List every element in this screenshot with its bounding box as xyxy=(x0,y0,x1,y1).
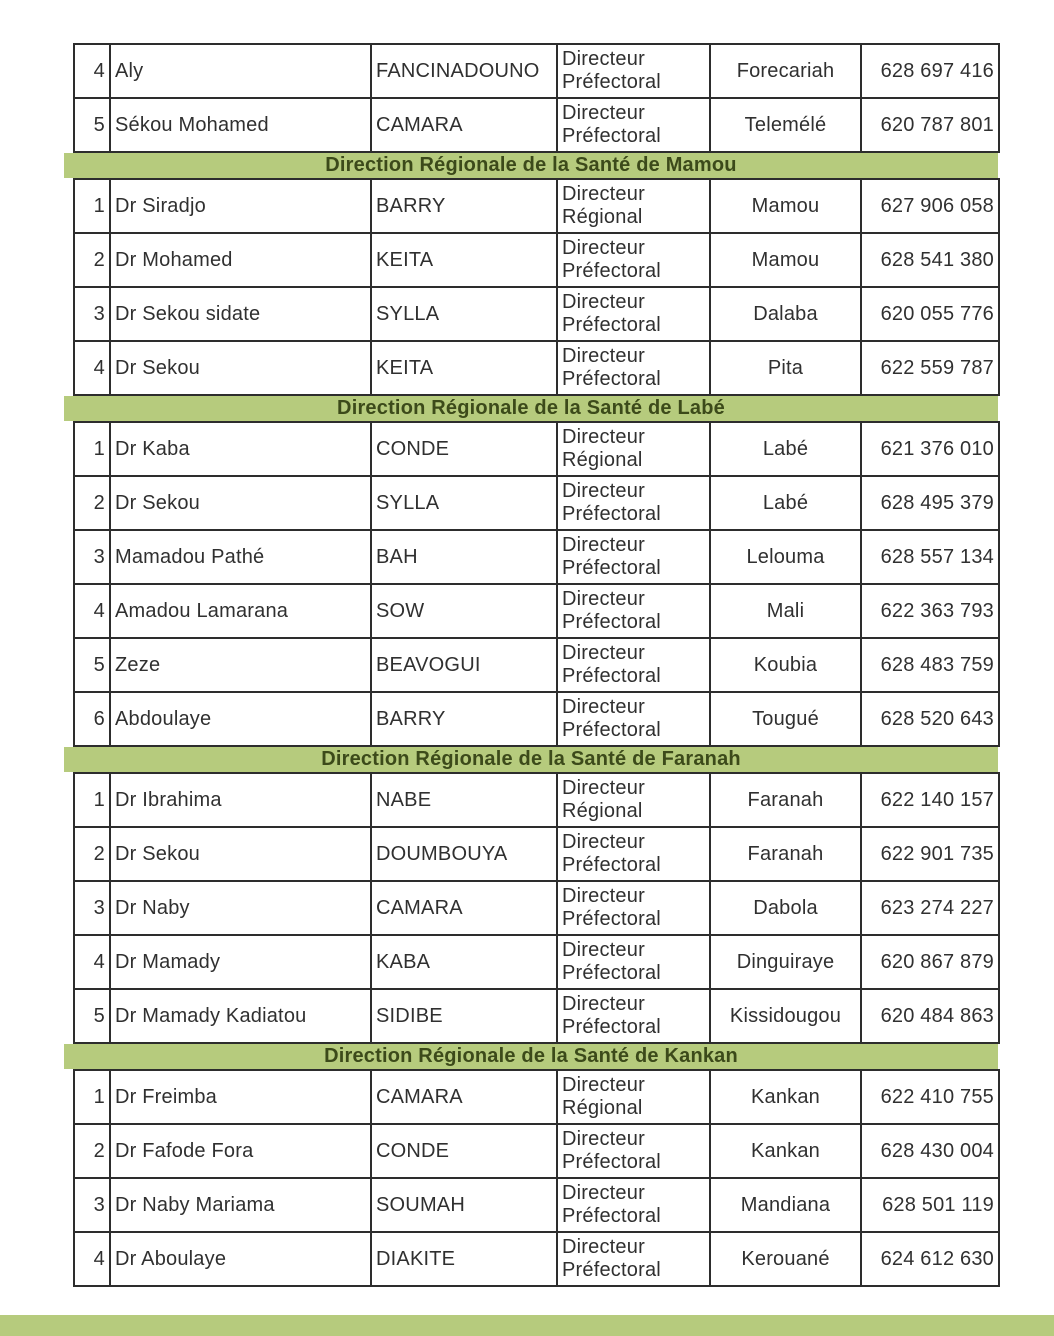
row-number-cell: 5 xyxy=(74,989,110,1043)
first-name-cell: Dr Kaba xyxy=(110,422,371,476)
section-header-bar xyxy=(64,153,998,178)
first-name-cell: Dr Siradjo xyxy=(110,179,371,233)
role-cell: Directeur Régional xyxy=(557,179,710,233)
table-row xyxy=(74,773,999,827)
table-row xyxy=(74,584,999,638)
row-number-cell: 1 xyxy=(74,773,110,827)
last-name-cell: SOW xyxy=(371,584,557,638)
location-cell: Labé xyxy=(710,476,861,530)
phone-cell: 622 901 735 xyxy=(861,827,999,881)
last-name-cell: KABA xyxy=(371,935,557,989)
section-title: Direction Régionale de la Santé de Kankan xyxy=(324,1045,738,1067)
first-name-cell: Dr Aboulaye xyxy=(110,1232,371,1286)
last-name-cell: KEITA xyxy=(371,341,557,395)
location-cell: Kankan xyxy=(710,1124,861,1178)
location-cell: Labé xyxy=(710,422,861,476)
first-name-cell: Dr Naby Mariama xyxy=(110,1178,371,1232)
last-name-cell: CONDE xyxy=(371,422,557,476)
table-row xyxy=(74,422,999,476)
first-name-cell: Dr Sekou sidate xyxy=(110,287,371,341)
table-area xyxy=(64,43,998,1287)
role-cell: Directeur Préfectoral xyxy=(557,989,710,1043)
role-cell: Directeur Préfectoral xyxy=(557,1178,710,1232)
location-cell: Koubia xyxy=(710,638,861,692)
directory-table-segment xyxy=(73,772,1000,1044)
first-name-cell: Dr Fafode Fora xyxy=(110,1124,371,1178)
table-row xyxy=(74,44,999,98)
location-cell: Telemélé xyxy=(710,98,861,152)
table-row xyxy=(74,1124,999,1178)
section-header-bar xyxy=(64,747,998,772)
role-cell: Directeur Régional xyxy=(557,773,710,827)
last-name-cell: BARRY xyxy=(371,692,557,746)
first-name-cell: Aly xyxy=(110,44,371,98)
last-name-cell: NABE xyxy=(371,773,557,827)
role-cell: Directeur Préfectoral xyxy=(557,476,710,530)
role-cell: Directeur Préfectoral xyxy=(557,935,710,989)
row-number-cell: 2 xyxy=(74,827,110,881)
phone-cell: 627 906 058 xyxy=(861,179,999,233)
first-name-cell: Dr Sekou xyxy=(110,341,371,395)
first-name-cell: Sékou Mohamed xyxy=(110,98,371,152)
section-title: Direction Régionale de la Santé de Mamou xyxy=(325,154,737,176)
table-row xyxy=(74,638,999,692)
last-name-cell: SOUMAH xyxy=(371,1178,557,1232)
table-row xyxy=(74,233,999,287)
location-cell: Mamou xyxy=(710,233,861,287)
last-name-cell: KEITA xyxy=(371,233,557,287)
section-title: Direction Régionale de la Santé de Labé xyxy=(337,397,725,419)
location-cell: Pita xyxy=(710,341,861,395)
phone-cell: 628 520 643 xyxy=(861,692,999,746)
table-row xyxy=(74,989,999,1043)
phone-cell: 628 501 119 xyxy=(861,1178,999,1232)
first-name-cell: Zeze xyxy=(110,638,371,692)
table-row xyxy=(74,476,999,530)
phone-cell: 622 559 787 xyxy=(861,341,999,395)
phone-cell: 628 541 380 xyxy=(861,233,999,287)
row-number-cell: 1 xyxy=(74,1070,110,1124)
location-cell: Tougué xyxy=(710,692,861,746)
first-name-cell: Dr Naby xyxy=(110,881,371,935)
role-cell: Directeur Préfectoral xyxy=(557,827,710,881)
role-cell: Directeur Préfectoral xyxy=(557,1124,710,1178)
phone-cell: 628 495 379 xyxy=(861,476,999,530)
table-row xyxy=(74,179,999,233)
row-number-cell: 6 xyxy=(74,692,110,746)
row-number-cell: 3 xyxy=(74,287,110,341)
location-cell: Faranah xyxy=(710,827,861,881)
location-cell: Kankan xyxy=(710,1070,861,1124)
row-number-cell: 1 xyxy=(74,179,110,233)
row-number-cell: 2 xyxy=(74,233,110,287)
first-name-cell: Mamadou Pathé xyxy=(110,530,371,584)
table-row xyxy=(74,341,999,395)
last-name-cell: CAMARA xyxy=(371,1070,557,1124)
location-cell: Kissidougou xyxy=(710,989,861,1043)
last-name-cell: CONDE xyxy=(371,1124,557,1178)
location-cell: Mali xyxy=(710,584,861,638)
last-name-cell: DOUMBOUYA xyxy=(371,827,557,881)
row-number-cell: 4 xyxy=(74,935,110,989)
last-name-cell: SYLLA xyxy=(371,287,557,341)
table-row xyxy=(74,827,999,881)
role-cell: Directeur Préfectoral xyxy=(557,1232,710,1286)
role-cell: Directeur Préfectoral xyxy=(557,233,710,287)
last-name-cell: BEAVOGUI xyxy=(371,638,557,692)
role-cell: Directeur Préfectoral xyxy=(557,98,710,152)
table-row xyxy=(74,287,999,341)
phone-cell: 623 274 227 xyxy=(861,881,999,935)
phone-cell: 628 697 416 xyxy=(861,44,999,98)
table-row xyxy=(74,1070,999,1124)
location-cell: Kerouané xyxy=(710,1232,861,1286)
row-number-cell: 5 xyxy=(74,638,110,692)
table-row xyxy=(74,1232,999,1286)
role-cell: Directeur Préfectoral xyxy=(557,341,710,395)
phone-cell: 628 430 004 xyxy=(861,1124,999,1178)
phone-cell: 620 787 801 xyxy=(861,98,999,152)
section-header-bar xyxy=(64,396,998,421)
location-cell: Faranah xyxy=(710,773,861,827)
phone-cell: 621 376 010 xyxy=(861,422,999,476)
first-name-cell: Dr Ibrahima xyxy=(110,773,371,827)
role-cell: Directeur Préfectoral xyxy=(557,530,710,584)
phone-cell: 622 140 157 xyxy=(861,773,999,827)
directory-table-segment xyxy=(73,178,1000,396)
row-number-cell: 4 xyxy=(74,1232,110,1286)
row-number-cell: 4 xyxy=(74,584,110,638)
phone-cell: 620 867 879 xyxy=(861,935,999,989)
row-number-cell: 1 xyxy=(74,422,110,476)
phone-cell: 622 410 755 xyxy=(861,1070,999,1124)
directory-table-segment xyxy=(73,43,1000,153)
row-number-cell: 4 xyxy=(74,44,110,98)
first-name-cell: Dr Mamady xyxy=(110,935,371,989)
role-cell: Directeur Préfectoral xyxy=(557,584,710,638)
location-cell: Dinguiraye xyxy=(710,935,861,989)
row-number-cell: 4 xyxy=(74,341,110,395)
first-name-cell: Amadou Lamarana xyxy=(110,584,371,638)
table-row xyxy=(74,530,999,584)
location-cell: Mandiana xyxy=(710,1178,861,1232)
section-title: Direction Régionale de la Santé de Faranah xyxy=(321,748,741,770)
location-cell: Mamou xyxy=(710,179,861,233)
last-name-cell: CAMARA xyxy=(371,881,557,935)
row-number-cell: 2 xyxy=(74,476,110,530)
first-name-cell: Dr Sekou xyxy=(110,476,371,530)
table-row xyxy=(74,935,999,989)
first-name-cell: Dr Mohamed xyxy=(110,233,371,287)
location-cell: Dabola xyxy=(710,881,861,935)
role-cell: Directeur Préfectoral xyxy=(557,287,710,341)
last-name-cell: DIAKITE xyxy=(371,1232,557,1286)
partial-section-bar xyxy=(0,1315,1054,1336)
phone-cell: 628 483 759 xyxy=(861,638,999,692)
table-row xyxy=(74,1178,999,1232)
role-cell: Directeur Régional xyxy=(557,1070,710,1124)
section-header-bar xyxy=(64,1044,998,1069)
last-name-cell: BAH xyxy=(371,530,557,584)
role-cell: Directeur Régional xyxy=(557,422,710,476)
role-cell: Directeur Préfectoral xyxy=(557,638,710,692)
location-cell: Lelouma xyxy=(710,530,861,584)
first-name-cell: Dr Sekou xyxy=(110,827,371,881)
row-number-cell: 3 xyxy=(74,530,110,584)
last-name-cell: SIDIBE xyxy=(371,989,557,1043)
first-name-cell: Abdoulaye xyxy=(110,692,371,746)
phone-cell: 620 055 776 xyxy=(861,287,999,341)
role-cell: Directeur Préfectoral xyxy=(557,692,710,746)
first-name-cell: Dr Mamady Kadiatou xyxy=(110,989,371,1043)
directory-table-segment xyxy=(73,1069,1000,1287)
last-name-cell: SYLLA xyxy=(371,476,557,530)
phone-cell: 624 612 630 xyxy=(861,1232,999,1286)
phone-cell: 622 363 793 xyxy=(861,584,999,638)
row-number-cell: 3 xyxy=(74,881,110,935)
last-name-cell: FANCINADOUNO xyxy=(371,44,557,98)
phone-cell: 628 557 134 xyxy=(861,530,999,584)
last-name-cell: BARRY xyxy=(371,179,557,233)
location-cell: Forecariah xyxy=(710,44,861,98)
row-number-cell: 5 xyxy=(74,98,110,152)
directory-table-segment xyxy=(73,421,1000,747)
role-cell: Directeur Préfectoral xyxy=(557,44,710,98)
phone-cell: 620 484 863 xyxy=(861,989,999,1043)
table-row xyxy=(74,881,999,935)
row-number-cell: 2 xyxy=(74,1124,110,1178)
last-name-cell: CAMARA xyxy=(371,98,557,152)
location-cell: Dalaba xyxy=(710,287,861,341)
table-row xyxy=(74,98,999,152)
first-name-cell: Dr Freimba xyxy=(110,1070,371,1124)
table-row xyxy=(74,692,999,746)
row-number-cell: 3 xyxy=(74,1178,110,1232)
role-cell: Directeur Préfectoral xyxy=(557,881,710,935)
